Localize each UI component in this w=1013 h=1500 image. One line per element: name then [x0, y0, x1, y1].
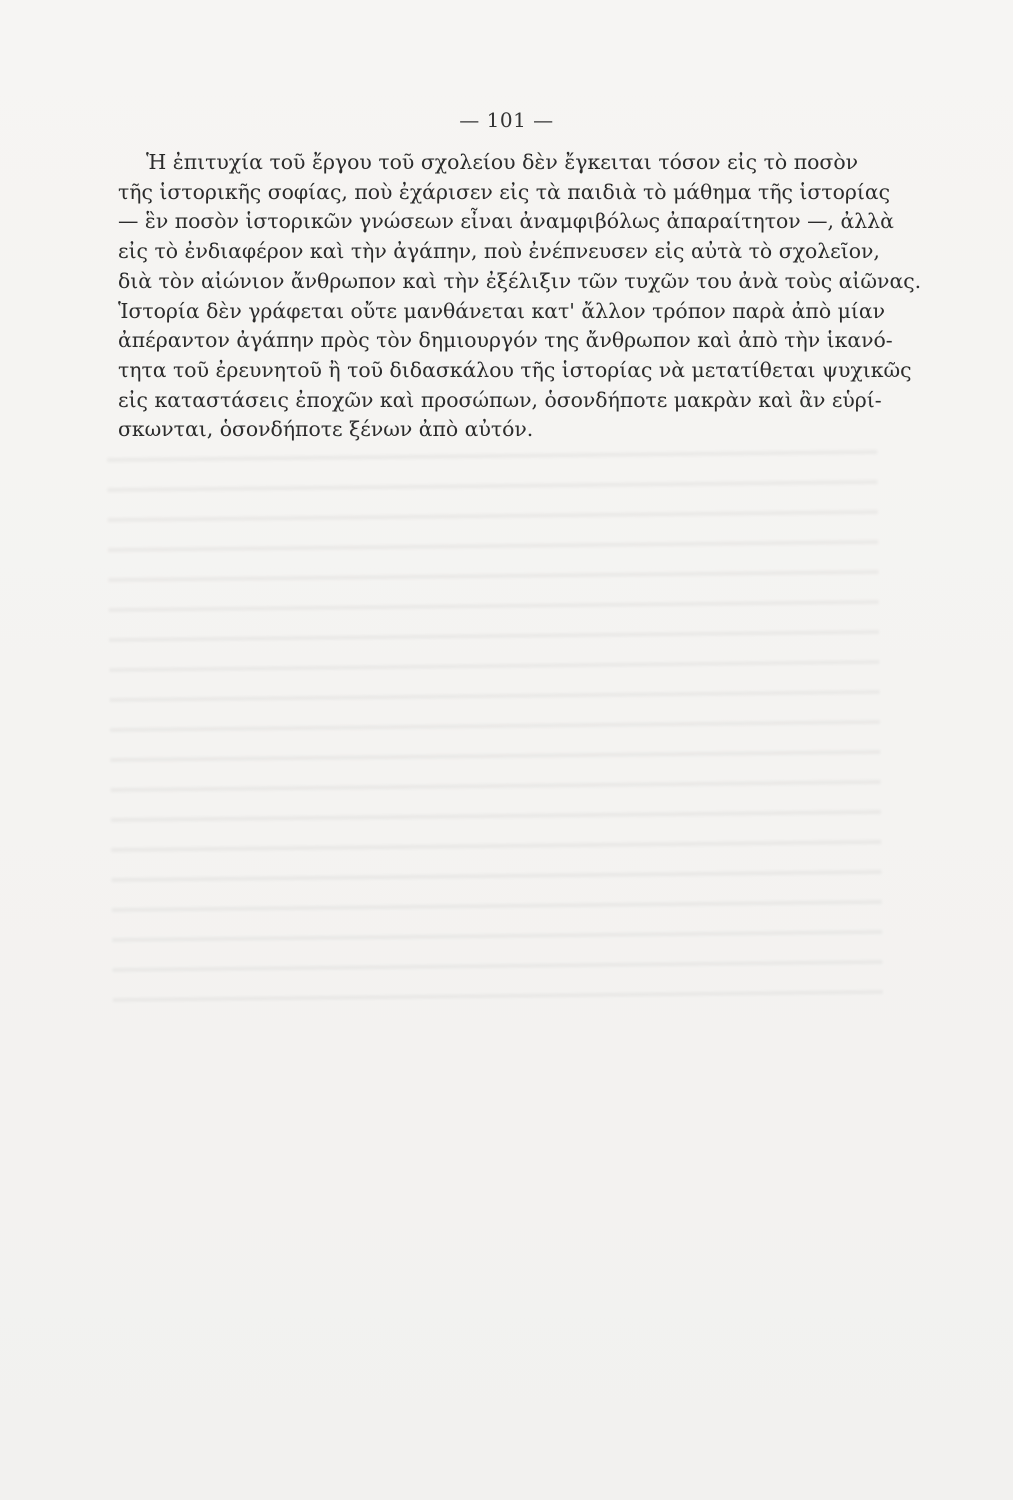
text-line: Ἡ ἐπιτυχία τοῦ ἔργου τοῦ σχολείου δὲν ἔγκειται τόσον εἰς τὸ ποσὸν	[146, 150, 858, 174]
text-line: εἰς καταστάσεις ἐποχῶν καὶ προσώπων, ὁσονδήποτε μακρὰν καὶ ἂν εὑρί-	[118, 387, 882, 412]
text-line: Ἱστορία δὲν γράφεται οὔτε μανθάνεται κατ' ἄλλον τρόπον παρὰ ἀπὸ μίαν	[118, 298, 886, 323]
paragraph	[118, 148, 922, 445]
text-line: — ἓν ποσὸν ἱστορικῶν γνώσεων εἶναι ἀναμφιβόλως ἀπαραίτητον —, ἀλλὰ	[118, 209, 894, 234]
text-line: διὰ τὸν αἰώνιον ἄνθρωπον καὶ τὴν ἐξέλιξιν τῶν τυχῶν του ἀνὰ τοὺς αἰῶνας.	[118, 268, 922, 293]
text-line: τῆς ἱστορικῆς σοφίας, ποὺ ἐχάρισεν εἰς τὰ παιδιὰ τὸ μάθημα τῆς ἱστορίας	[118, 179, 891, 204]
text-line: ἀπέραντον ἀγάπην πρὸς τὸν δημιουργόν της ἄνθρωπον καὶ ἀπὸ τὴν ἱκανό-	[118, 328, 893, 353]
page-number: — 101 —	[459, 108, 554, 132]
text-line: τητα τοῦ ἐρευνητοῦ ἢ τοῦ διδασκάλου τῆς ἱστορίας νὰ μετατίθεται ψυχικῶς	[118, 357, 912, 382]
text-line: εἰς τὸ ἐνδιαφέρον καὶ τὴν ἀγάπην, ποὺ ἐνέπνευσεν εἰς αὐτὰ τὸ σχολεῖον,	[118, 239, 880, 264]
text-line: σκωνται, ὁσονδήποτε ξένων ἀπὸ αὐτόν.	[118, 417, 534, 442]
show-through-text	[107, 436, 883, 1024]
